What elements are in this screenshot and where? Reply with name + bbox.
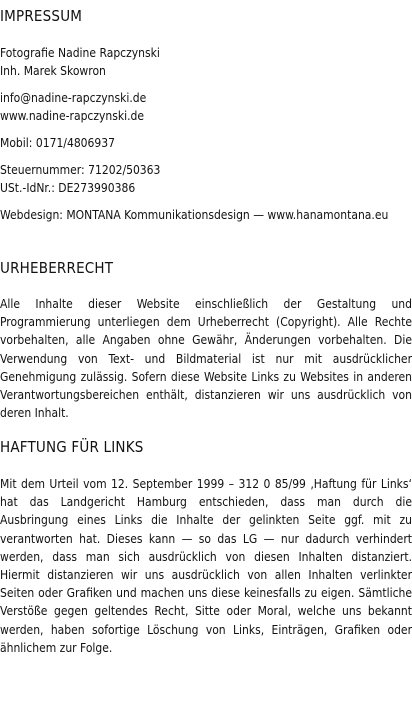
liability-heading: HAFTUNG FÜR LINKS	[0, 438, 144, 456]
owner-name: Inh. Marek Skowron	[0, 64, 106, 78]
copyright-text: Alle Inhalte dieser Website einschließlich der Gestaltung und Programmierung unterliegen dem Urheberrecht (Copyright). Alle Rechte vorbehalten, alle Angaben ohne Gewähr, Änderungen vorbehalten. Die Verwendung von Text- und Bildmaterial ist nur mit ausdrücklicher Genehmigung zulässig. Sofern diese Website Links zu Websites in anderen Verantwortungsbereichen enthält, distanzieren wir uns ausdrücklich von deren Inhalt.	[0, 297, 412, 421]
website-link[interactable]: www.nadine-rapczynski.de	[0, 109, 145, 123]
copyright-heading: URHEBERRECHT	[0, 259, 114, 277]
impressum-heading: IMPRESSUM	[0, 7, 83, 25]
webdesign-credit[interactable]: Webdesign: MONTANA Kommunikationsdesign — www.hanamontana.eu	[0, 208, 389, 222]
liability-text: Mit dem Urteil vom 12. September 1999 – 312 0 85/99 ‚Haftung für Links‘ hat das Landgericht Hamburg entschieden, dass man durch die Ausbringung eines Links die Inhalte der gelinkten Seite ggf. mit zu verantworten hat. Dieses kann — so das LG — nur dadurch verhindert werden, dass man sich ausdrücklich von diesen Inhalten distanziert. Hiermit distanzieren wir uns ausdrücklich von allen Inhalten verlinkter Seiten oder Grafiken und machen uns diese keinesfalls zu eigen. Sämtliche Verstöße gegen geltendes Recht, Sitte oder Moral, welche uns bekannt werden, haben sofortige Löschung von Links, Einträgen, Grafiken oder ähnlichem zur Folge.	[0, 477, 412, 655]
vat-id: USt.-IdNr.: DE273990386	[0, 181, 136, 195]
photographer-name: Fotografie Nadine Rapczynski	[0, 46, 160, 60]
tax-number: Steuernummer: 71202/50363	[0, 163, 161, 177]
mobile-number: Mobil: 0171/4806937	[0, 136, 116, 150]
email-link[interactable]: info@nadine-rapczynski.de	[0, 91, 147, 105]
